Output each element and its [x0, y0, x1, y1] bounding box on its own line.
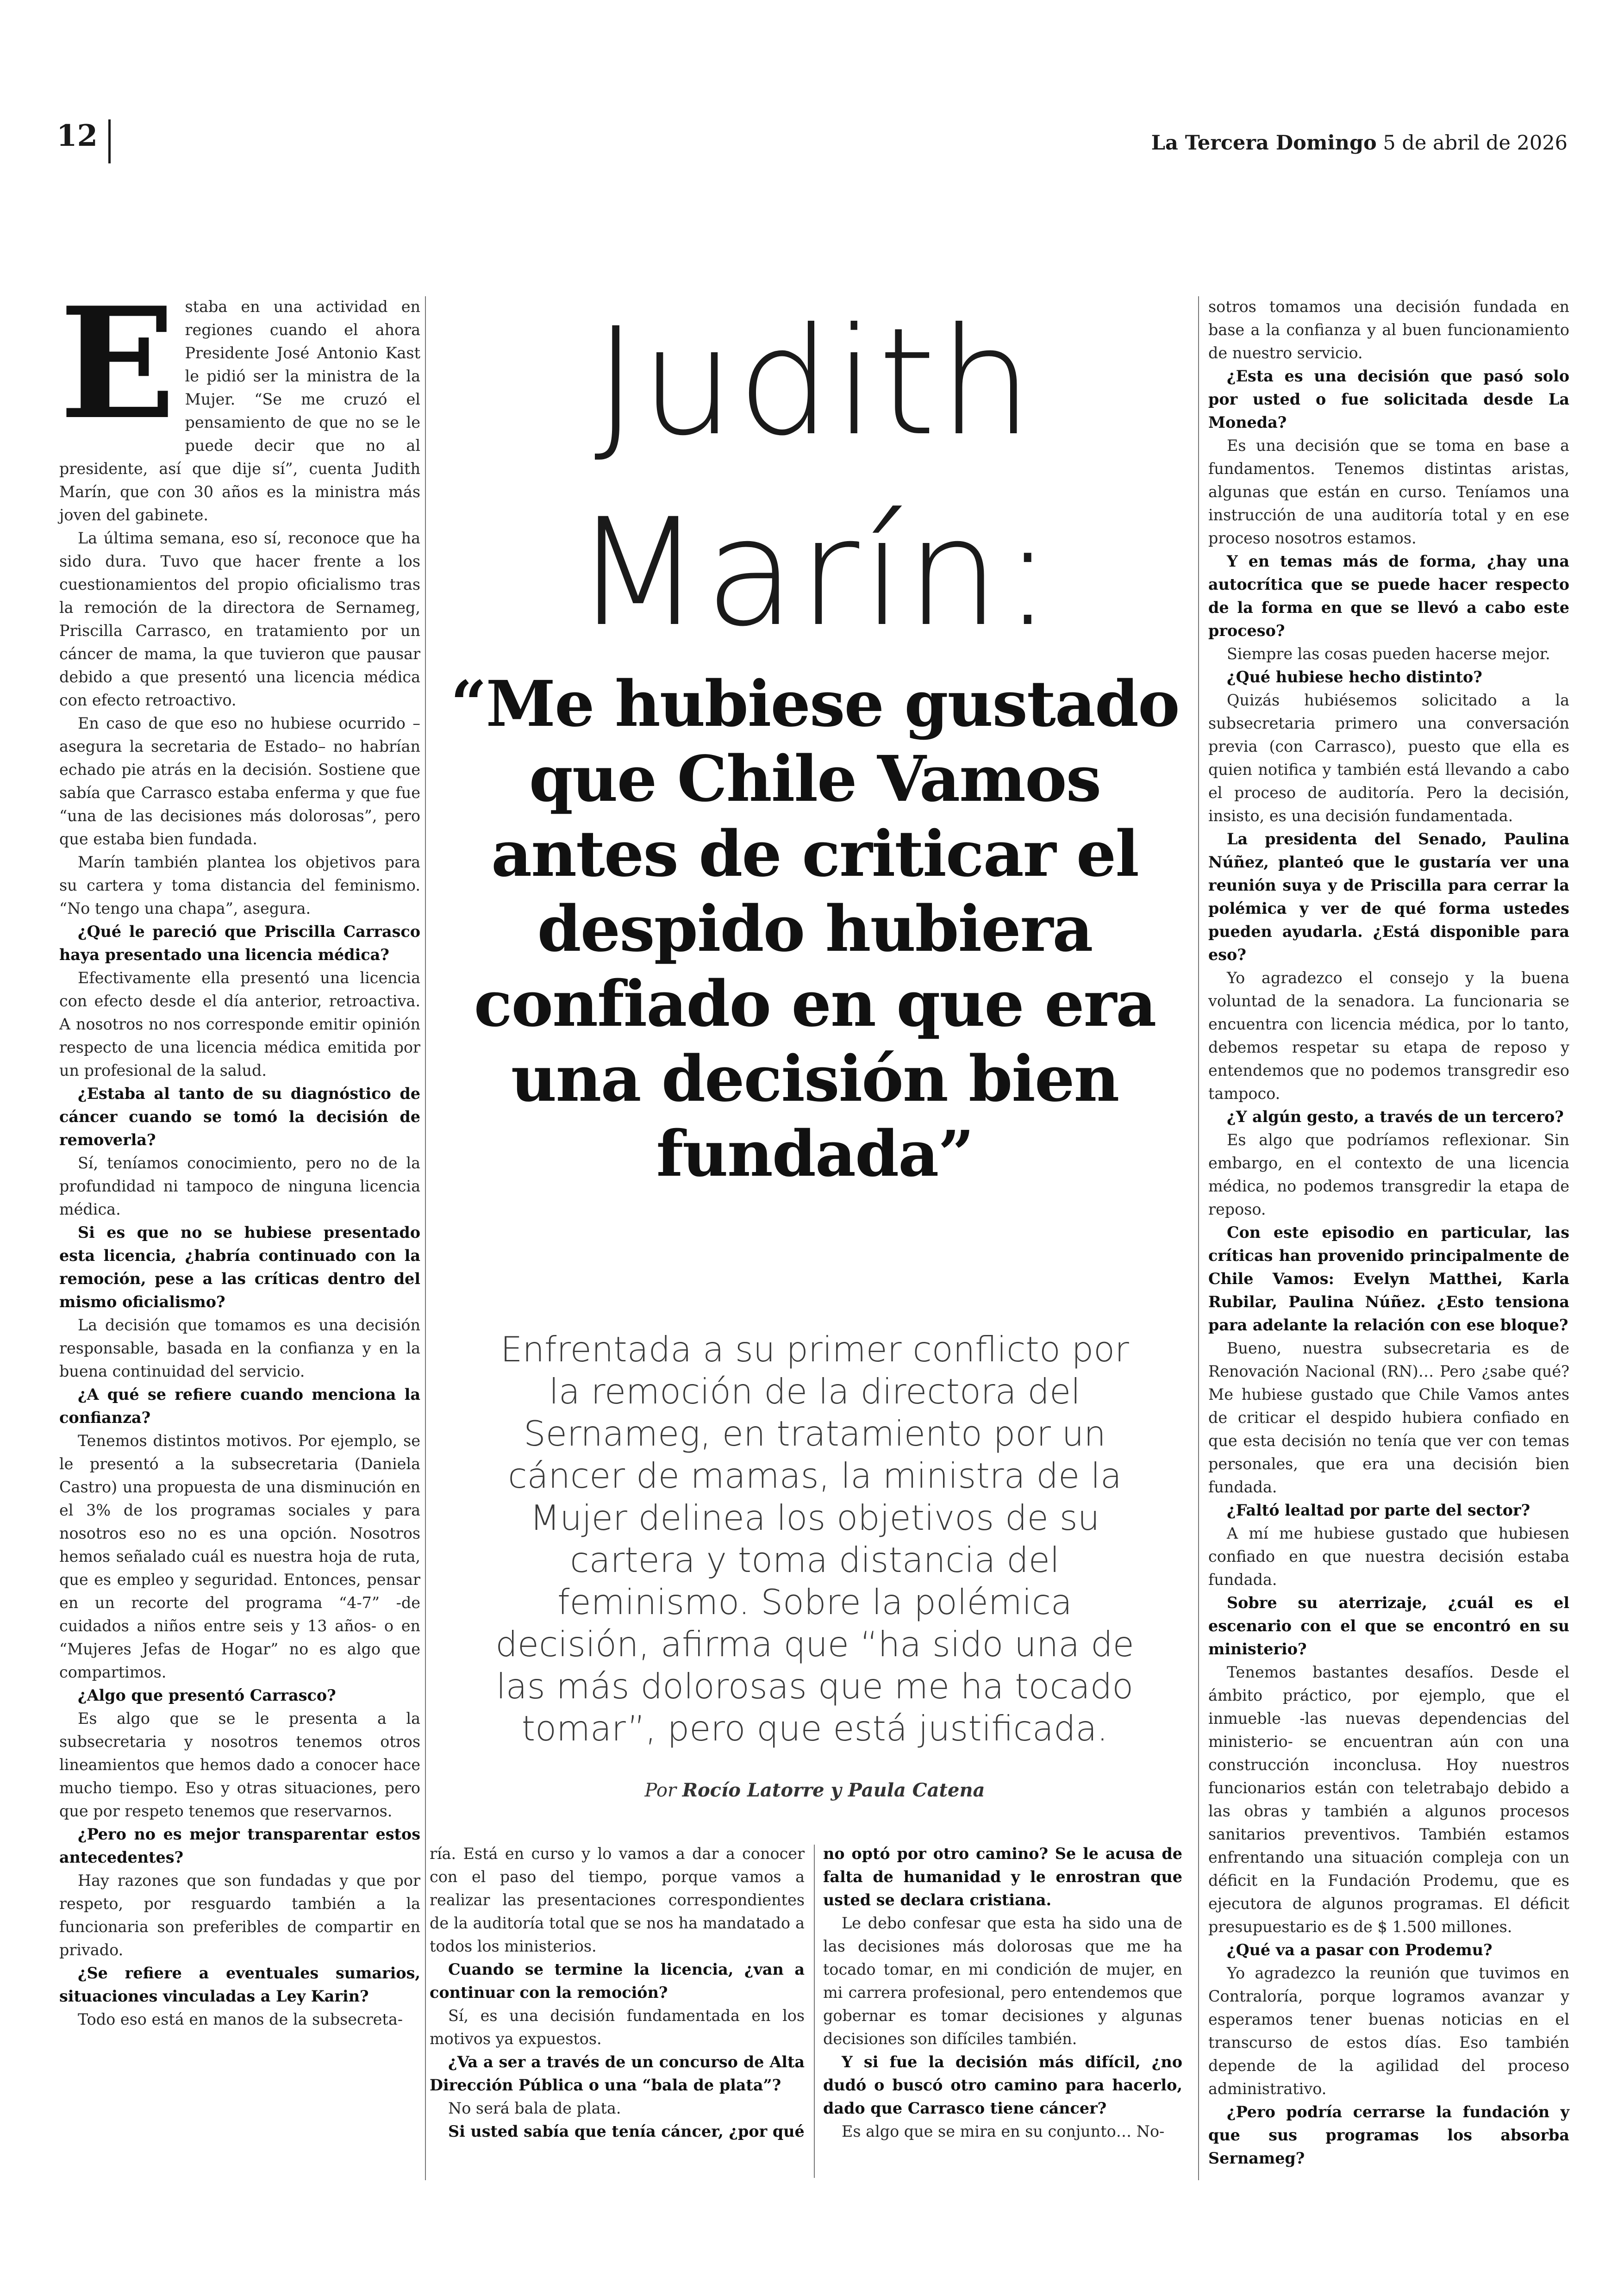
- publication-name: La Tercera Domingo: [1151, 131, 1377, 155]
- article-paragraph: ría. Está en curso y lo vamos a dar a conocer con el paso del tiempo, porque vamos a realizar las presentaciones correspondientes de la auditoría total que se nos ha mandatado a todos los ministerios.: [430, 1845, 805, 1955]
- interview-question: ¿Y algún gesto, a través de un tercero?: [1227, 1108, 1564, 1126]
- article-paragraph: Todo eso está en manos de la subsecreta-: [78, 2010, 403, 2028]
- article-column-3: [823, 1842, 1182, 2143]
- interview-question: ¿Va a ser a través de un concurso de Alta Dirección Pública o una “bala de plata”?: [430, 2053, 805, 2094]
- interview-question: ¿A qué se refiere cuando menciona la confianza?: [59, 1385, 420, 1427]
- interview-question: ¿Faltó lealtad por parte del sector?: [1227, 1501, 1530, 1519]
- interview-question: Y si fue la decisión más difícil, ¿no dudó o buscó otro camino para hacerlo, dado que Carrasco tiene cáncer?: [823, 2053, 1182, 2117]
- page-number: 12: [56, 118, 98, 153]
- article-paragraph: Siempre las cosas pueden hacerse mejor.: [1227, 645, 1550, 663]
- byline: [481, 1781, 1148, 1800]
- article-paragraph: Sí, es una decisión fundamentada en los motivos ya expuestos.: [430, 2007, 805, 2048]
- interview-question: ¿Pero podría cerrarse la fundación y que sus programas los absorba Sernameg?: [1208, 2103, 1569, 2167]
- interview-question: La presidenta del Senado, Paulina Núñez, planteó que le gustaría ver una reunión suya y de Priscilla para cerrar la polémica y ver de qué forma ustedes pueden ayudarla. ¿Está disponible para eso?: [1208, 830, 1569, 964]
- column-rule: [1198, 296, 1199, 2180]
- article-column-2: [430, 1842, 805, 2143]
- headline-quote: “Me hubiese gustado que Chile Vamos antes de criticar el despido hubiera confiado en que era una decisión bien fundada”: [450, 667, 1179, 1191]
- article-paragraph: Es algo que se mira en su conjunto… No-: [842, 2122, 1165, 2140]
- dropcap: E: [59, 274, 176, 453]
- interview-question: Cuando se termine la licencia, ¿van a continuar con la remoción?: [430, 1960, 805, 2002]
- interview-question: Y en temas más de forma, ¿hay una autocrítica que se puede hacer respecto de la forma en que se llevó a cabo este proceso?: [1208, 552, 1569, 640]
- interview-question: Con este episodio en particular, las críticas han provenido principalmente de Chile Vamos: Evelyn Matthei, Karla Rubilar, Paulina Núñez. ¿Esto tensiona para adelante la relación con ese bloque?: [1208, 1223, 1569, 1334]
- column-rule: [425, 296, 426, 2180]
- article-paragraph: Es algo que se le presenta a la subsecretaria y nosotros tenemos otros lineamientos que hemos dado a conocer hace mucho tiempo. Eso y otras situaciones, pero que por respeto tenemos que reservarnos.: [59, 1709, 420, 1820]
- article-paragraph: Sí, teníamos conocimiento, pero no de la profundidad ni tampoco de ninguna licencia médica.: [59, 1154, 420, 1218]
- article-paragraph: No será bala de plata.: [448, 2099, 621, 2117]
- interview-question: ¿Qué hubiese hecho distinto?: [1227, 668, 1482, 686]
- headline-line-2: Marín:: [574, 487, 1056, 659]
- article-paragraph: Quizás hubiésemos solicitado a la subsecretaria primero una conversación previa (con Carrasco), puesto que ella es quien notifica y también está llevando a cabo el proceso de auditoría. Pero la decisión, insisto, es una decisión fundamentada.: [1208, 691, 1569, 825]
- article-column-1: [59, 274, 420, 2031]
- interview-question: ¿Se refiere a eventuales sumarios, situaciones vinculadas a Ley Karin?: [59, 1964, 420, 2005]
- issue-date: 5 de abril de 2026: [1383, 131, 1568, 155]
- article-paragraph: Le debo confesar que esta ha sido una de las decisiones más dolorosas que me ha tocado tomar, en mi condición de mujer, en mi carrera profesional, pero entendemos que gobernar es tomar decisiones y algunas decisiones son difíciles también.: [823, 1914, 1182, 2048]
- article-paragraph: staba en una actividad en regiones cuando el ahora Presidente José Antonio Kast le pidió ser la ministra de la Mujer. “Se me cruzó el pensamiento de que no se le puede decir que no al presidente, así que dije sí”, cuenta Judith Marín, que con 30 años es la ministra más joven del gabinete.: [59, 298, 420, 524]
- interview-question: no optó por otro camino? Se le acusa de falta de humanidad y le enrostran que usted se declara cristiana.: [823, 1845, 1182, 1909]
- article-paragraph: Tenemos bastantes desafíos. Desde el ámbito práctico, por ejemplo, que el inmueble -las nuevas dependencias del ministerio- se encuentran aún con una construcción inconclusa. Hoy nuestros funcionarios están con teletrabajo debido a las obras y también a algunos procesos sanitarios preventivos. También estamos enfrentando una situación compleja con un déficit en la Fundación Prodemu, que es ejecutora de algunos programas. El déficit presupuestario es de $ 1.500 millones.: [1208, 1663, 1569, 1936]
- article-paragraph: sotros tomamos una decisión fundada en base a la confianza y al buen funcionamiento de nuestro servicio.: [1208, 298, 1569, 362]
- article-paragraph: Efectivamente ella presentó una licencia con efecto desde el día anterior, retroactiva. A nosotros no nos corresponde emitir opinión respecto de una licencia médica emitida por un profesional de la salud.: [59, 969, 420, 1079]
- page-number-divider: [108, 119, 111, 163]
- deck: Enfrentada a su primer conflicto por la remoción de la directora del Sernameg, en tratamiento por un cáncer de mamas, la ministra de la Mujer delinea los objetivos de su cartera y toma distancia del feminismo. Sobre la polémica decisión, afirma que “ha sido una de las más dolorosas que me ha tocado tomar”, pero que está justificada.: [495, 1329, 1134, 1749]
- article-paragraph: La última semana, eso sí, reconoce que ha sido dura. Tuvo que hacer frente a los cuestionamientos del propio oficialismo tras la remoción de la directora de Sernameg, Priscilla Carrasco, en tratamiento por un cáncer de mama, la que tuvieron que pausar debido a que presentó una licencia médica con efecto retroactivo.: [59, 529, 420, 709]
- interview-question: ¿Algo que presentó Carrasco?: [78, 1686, 336, 1704]
- article-paragraph: A mí me hubiese gustado que hubiesen confiado en que nuestra decisión estaba fundada.: [1208, 1524, 1569, 1589]
- interview-question: ¿Qué va a pasar con Prodemu?: [1227, 1941, 1493, 1959]
- headline-line-1: Judith: [594, 296, 1036, 468]
- interview-question: ¿Qué le pareció que Priscilla Carrasco haya presentado una licencia médica?: [59, 923, 420, 964]
- interview-question: Si es que no se hubiese presentado esta licencia, ¿habría continuado con la remoción, pese a las críticas dentro del mismo oficialismo?: [59, 1223, 420, 1311]
- interview-question: Sobre su aterrizaje, ¿cuál es el escenario con el que se encontró en su ministerio?: [1208, 1594, 1569, 1658]
- article-column-4: [1208, 295, 1569, 2170]
- byline-prefix: Por: [644, 1780, 677, 1801]
- article-paragraph: La decisión que tomamos es una decisión responsable, basada en la confianza y en la buena continuidad del servicio.: [59, 1316, 420, 1380]
- article-paragraph: Es una decisión que se toma en base a fundamentos. Tenemos distintas aristas, algunas que están en curso. Teníamos una instrucción de una auditoría total y en ese proceso nosotros estamos.: [1208, 437, 1569, 547]
- byline-authors: Rocío Latorre y Paula Catena: [682, 1779, 985, 1801]
- interview-question: ¿Esta es una decisión que pasó solo por usted o fue solicitada desde La Moneda?: [1208, 367, 1569, 431]
- headline-name: [444, 287, 1185, 668]
- column-rule: [814, 1845, 815, 2178]
- article-paragraph: Es algo que podríamos reflexionar. Sin embargo, en el contexto de una licencia médica, no podemos transgredir la etapa de reposo.: [1208, 1131, 1569, 1218]
- article-paragraph: En caso de que eso no hubiese ocurrido –asegura la secretaria de Estado– no habrían echado pie atrás en la decisión. Sostiene que sabía que Carrasco estaba enferma y que fue “una de las decisiones más dolorosas”, pero que estaba bien fundada.: [59, 714, 420, 848]
- article-paragraph: Marín también plantea los objetivos para su cartera y toma distancia del feminismo. “No tengo una chapa”, asegura.: [59, 853, 420, 917]
- article-paragraph: Yo agradezco el consejo y la buena voluntad de la senadora. La funcionaria se encuentra con licencia médica, por lo tanto, debemos respetar su etapa de reposo y entendemos que no podemos transgredir eso tampoco.: [1208, 969, 1569, 1103]
- interview-question: Si usted sabía que tenía cáncer, ¿por qué: [448, 2122, 805, 2140]
- article-paragraph: Bueno, nuestra subsecretaria es de Renovación Nacional (RN)… Pero ¿sabe qué? Me hubiese gustado que Chile Vamos antes de criticar el despido hubiera confiado en que esta decisión no tenía que ver con temas personales, que era una decisión bien fundada.: [1208, 1339, 1569, 1496]
- article-paragraph: Yo agradezco la reunión que tuvimos en Contraloría, porque logramos avanzar y esperamos tener buenas noticias en el transcurso de estos días. Eso también depende de la agilidad del proceso administrativo.: [1208, 1964, 1569, 2098]
- article-paragraph: Tenemos distintos motivos. Por ejemplo, se le presentó a la subsecretaria (Daniela Castro) una propuesta de una disminución en el 3% de los programas sociales y para nosotros eso no es una opción. Nosotros hemos señalado cuál es nuestra hoja de ruta, que es empleo y seguridad. Entonces, pensar en un recorte del programa “4-7” -de cuidados a niños entre seis y 13 años- o en “Mujeres Jefas de Hogar” no es algo que compartimos.: [59, 1432, 420, 1681]
- article-paragraph: Hay razones que son fundadas y que por respeto, por resguardo también a la funcionaria son preferibles de compartir en privado.: [59, 1871, 420, 1959]
- interview-question: ¿Estaba al tanto de su diagnóstico de cáncer cuando se tomó la decisión de removerla?: [59, 1085, 420, 1149]
- interview-question: ¿Pero no es mejor transparentar estos antecedentes?: [59, 1825, 420, 1866]
- masthead: [1151, 133, 1568, 153]
